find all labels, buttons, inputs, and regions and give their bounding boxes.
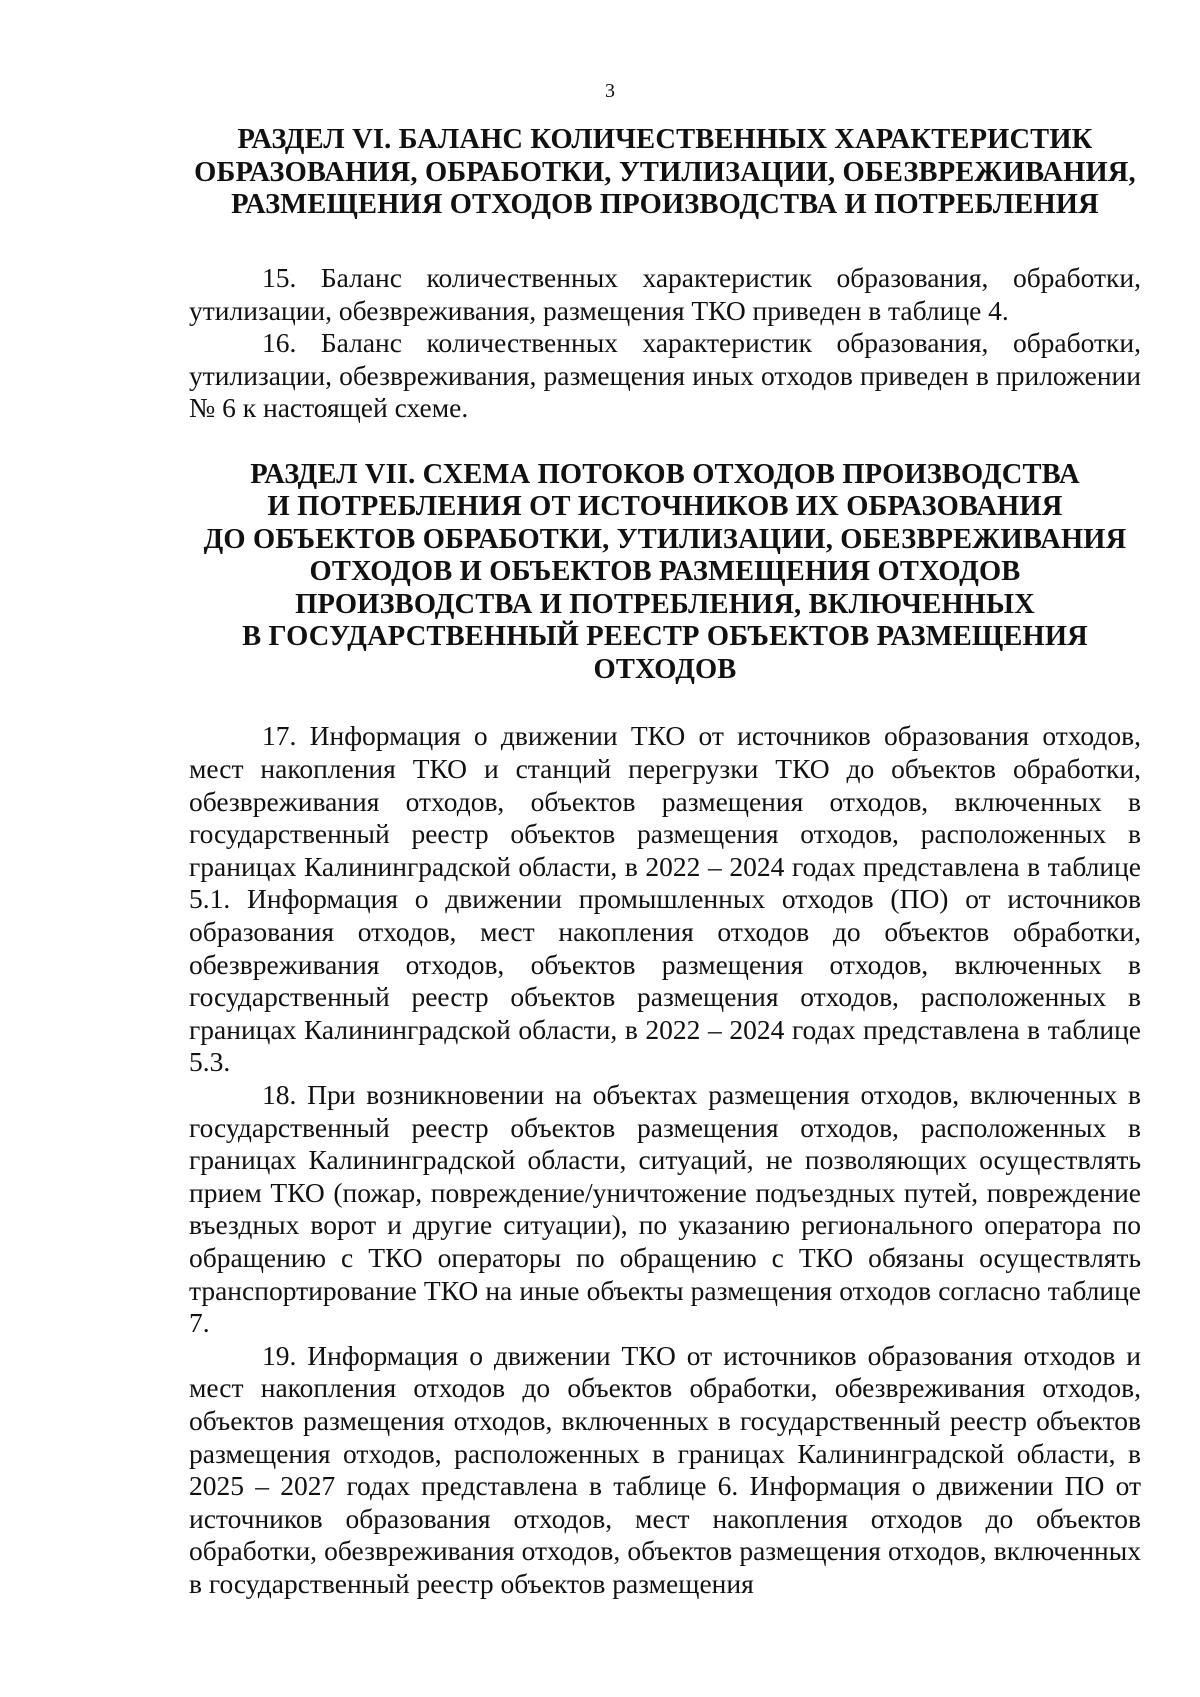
heading-line: РАЗМЕЩЕНИЯ ОТХОДОВ ПРОИЗВОДСТВА И ПОТРЕБЛЕНИЯ <box>231 189 1099 220</box>
heading-line: И ПОТРЕБЛЕНИЯ ОТ ИСТОЧНИКОВ ИХ ОБРАЗОВАНИЯ <box>267 491 1063 523</box>
document-body <box>189 124 1141 1601</box>
heading-line: РАЗДЕЛ VI. БАЛАНС КОЛИЧЕСТВЕННЫХ ХАРАКТЕРИСТИК <box>237 124 1093 155</box>
heading-line: ОТХОДОВ И ОБЪЕКТОВ РАЗМЕЩЕНИЯ ОТХОДОВ <box>309 556 1021 588</box>
heading-line: ДО ОБЪЕКТОВ ОБРАБОТКИ, УТИЛИЗАЦИИ, ОБЕЗВРЕЖИВАНИЯ <box>203 523 1127 555</box>
section-7-heading <box>189 459 1141 687</box>
paragraph-19: 19. Информация о движении ТКО от источников образования отходов и мест накопления отходов до объектов обработки, обезвреживания отходов, объектов размещения отходов, включенных в государственный реестр объектов размещения отходов, расположенных в границах Калининградской области, в 2025 – 2027 годах представлена в таблице 6. Информация о движении ПО от источников образования отходов, мест накопления отходов до объектов обработки, обезвреживания отходов, объектов размещения отходов, включенных в государственный реестр объектов размещения <box>189 1339 1141 1599</box>
heading-line: В ГОСУДАРСТВЕННЫЙ РЕЕСТР ОБЪЕКТОВ РАЗМЕЩЕНИЯ <box>242 621 1088 653</box>
page-number: 3 <box>605 80 615 102</box>
heading-line: РАЗДЕЛ VII. СХЕМА ПОТОКОВ ОТХОДОВ ПРОИЗВОДСТВА <box>250 458 1080 490</box>
paragraph-18: 18. При возникновении на объектах размещения отходов, включенных в государственный реестр объектов размещения отходов, расположенных в границах Калининградской области, ситуаций, не позволяющих осуществлять прием ТКО (пожар, повреждение/уничтожение подъездных путей, повреждение въездных ворот и другие ситуации), по указанию регионального оператора по обращению с ТКО операторы по обращению с ТКО обязаны осуществлять транспортирование ТКО на иные объекты размещения отходов согласно таблице 7. <box>189 1079 1141 1339</box>
section-6-heading <box>189 124 1141 226</box>
heading-line: ОТХОДОВ <box>593 653 737 685</box>
heading-line: ОБРАЗОВАНИЯ, ОБРАБОТКИ, УТИЛИЗАЦИИ, ОБЕЗВРЕЖИВАНИЯ, <box>194 156 1136 188</box>
paragraph-15: 15. Баланс количественных характеристик образования, обработки, утилизации, обезвреживания, размещения ТКО приведен в таблице 4. <box>189 262 1141 326</box>
heading-line: ПРОИЗВОДСТВА И ПОТРЕБЛЕНИЯ, ВКЛЮЧЕННЫХ <box>295 588 1035 620</box>
paragraph-16: 16. Баланс количественных характеристик образования, обработки, утилизации, обезвреживания, размещения иных отходов приведен в приложении № 6 к настоящей схеме. <box>189 327 1141 424</box>
paragraph-17: 17. Информация о движении ТКО от источников образования отходов, мест накопления ТКО и станций перегрузки ТКО до объектов обработки, обезвреживания отходов, объектов размещения отходов, включенных в государственный реестр объектов размещения отходов, расположенных в границах Калининградской области, в 2022 – 2024 годах представлена в таблице 5.1. Информация о движении промышленных отходов (ПО) от источников образования отходов, мест накопления отходов до объектов обработки, обезвреживания отходов, объектов размещения отходов, включенных в государственный реестр объектов размещения отходов, расположенных в границах Калининградской области, в 2022 – 2024 годах представлена в таблице 5.3. <box>189 720 1141 1078</box>
